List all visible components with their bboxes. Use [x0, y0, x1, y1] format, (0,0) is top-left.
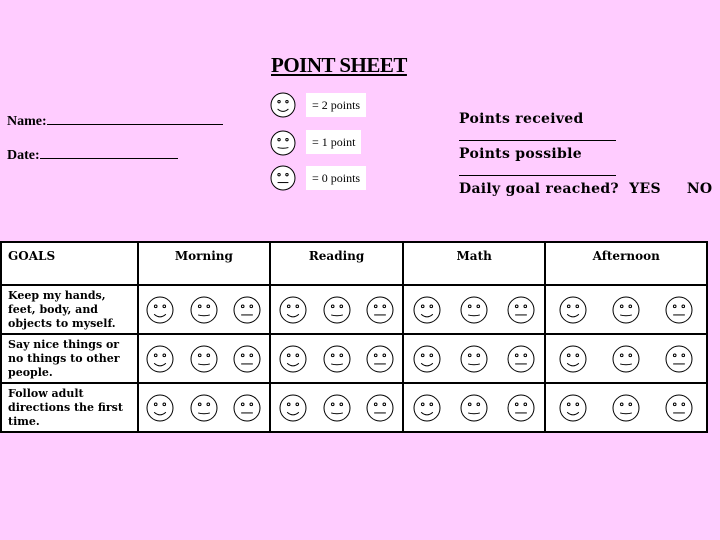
happy-face-icon[interactable] — [413, 394, 441, 422]
date-field[interactable] — [7, 146, 178, 164]
legend-happy-face-icon — [270, 92, 296, 118]
header-goals: GOALS — [1, 242, 138, 285]
happy-face-icon[interactable] — [413, 345, 441, 373]
page-title: POINT SHEET — [271, 53, 407, 77]
neutral-face-icon[interactable] — [612, 345, 640, 373]
legend-sad-face-icon — [270, 165, 296, 191]
sad-face-icon[interactable] — [507, 394, 535, 422]
goal-cell: Keep my hands, feet, body, and objects to myself. — [1, 285, 138, 334]
sad-face-icon[interactable] — [233, 296, 261, 324]
happy-face-icon[interactable] — [413, 296, 441, 324]
daily-goal — [459, 181, 720, 198]
neutral-face-icon[interactable] — [323, 345, 351, 373]
sad-face-icon[interactable] — [507, 345, 535, 373]
sad-face-icon[interactable] — [366, 345, 394, 373]
date-label: Date: — [7, 148, 40, 163]
points-received-line[interactable] — [459, 128, 616, 141]
legend-one-point: = 1 point — [306, 130, 361, 154]
table-header-row — [1, 242, 707, 285]
neutral-face-icon[interactable] — [323, 394, 351, 422]
happy-face-icon[interactable] — [559, 345, 587, 373]
sad-face-icon[interactable] — [233, 394, 261, 422]
date-line[interactable] — [40, 146, 178, 159]
header-morning: Morning — [138, 242, 271, 285]
daily-goal-label: Daily goal reached? — [459, 181, 619, 197]
faces-cell-afternoon[interactable] — [545, 383, 707, 432]
happy-face-icon[interactable] — [146, 296, 174, 324]
faces-cell-reading[interactable] — [270, 285, 403, 334]
happy-face-icon[interactable] — [559, 296, 587, 324]
neutral-face-icon[interactable] — [460, 345, 488, 373]
faces-cell-morning[interactable] — [138, 285, 271, 334]
points-received[interactable] — [459, 111, 720, 146]
faces-cell-afternoon[interactable] — [545, 334, 707, 383]
faces-cell-morning[interactable] — [138, 383, 271, 432]
sad-face-icon[interactable] — [366, 394, 394, 422]
table-row — [1, 383, 707, 432]
sad-face-icon[interactable] — [233, 345, 261, 373]
neutral-face-icon[interactable] — [190, 394, 218, 422]
legend-zero-points: = 0 points — [306, 166, 366, 190]
header-math: Math — [403, 242, 546, 285]
happy-face-icon[interactable] — [146, 394, 174, 422]
header-afternoon: Afternoon — [545, 242, 707, 285]
sad-face-icon[interactable] — [507, 296, 535, 324]
points-summary — [459, 111, 720, 198]
legend-neutral-face-icon — [270, 130, 296, 156]
points-possible-line[interactable] — [459, 163, 616, 176]
points-possible[interactable] — [459, 146, 720, 181]
happy-face-icon[interactable] — [279, 394, 307, 422]
sad-face-icon[interactable] — [665, 345, 693, 373]
daily-goal-no[interactable]: NO — [686, 181, 713, 197]
faces-cell-reading[interactable] — [270, 334, 403, 383]
faces-cell-math[interactable] — [403, 285, 546, 334]
points-received-label: Points received — [459, 111, 584, 127]
table-row — [1, 334, 707, 383]
neutral-face-icon[interactable] — [612, 296, 640, 324]
goals-table — [0, 241, 708, 433]
name-line[interactable] — [47, 112, 223, 125]
faces-cell-afternoon[interactable] — [545, 285, 707, 334]
happy-face-icon[interactable] — [279, 296, 307, 324]
sad-face-icon[interactable] — [665, 296, 693, 324]
name-field[interactable] — [7, 112, 223, 130]
faces-cell-math[interactable] — [403, 334, 546, 383]
goal-cell: Say nice things or no things to other people. — [1, 334, 138, 383]
faces-cell-math[interactable] — [403, 383, 546, 432]
sad-face-icon[interactable] — [366, 296, 394, 324]
legend-two-points: = 2 points — [306, 93, 366, 117]
sad-face-icon[interactable] — [665, 394, 693, 422]
neutral-face-icon[interactable] — [190, 345, 218, 373]
faces-cell-reading[interactable] — [270, 383, 403, 432]
name-label: Name: — [7, 114, 47, 129]
neutral-face-icon[interactable] — [460, 394, 488, 422]
table-row — [1, 285, 707, 334]
happy-face-icon[interactable] — [279, 345, 307, 373]
daily-goal-yes[interactable]: YES — [629, 181, 661, 197]
points-possible-label: Points possible — [459, 146, 582, 162]
happy-face-icon[interactable] — [559, 394, 587, 422]
goal-cell: Follow adult directions the first time. — [1, 383, 138, 432]
header-reading: Reading — [270, 242, 403, 285]
neutral-face-icon[interactable] — [190, 296, 218, 324]
faces-cell-morning[interactable] — [138, 334, 271, 383]
neutral-face-icon[interactable] — [460, 296, 488, 324]
neutral-face-icon[interactable] — [323, 296, 351, 324]
happy-face-icon[interactable] — [146, 345, 174, 373]
neutral-face-icon[interactable] — [612, 394, 640, 422]
